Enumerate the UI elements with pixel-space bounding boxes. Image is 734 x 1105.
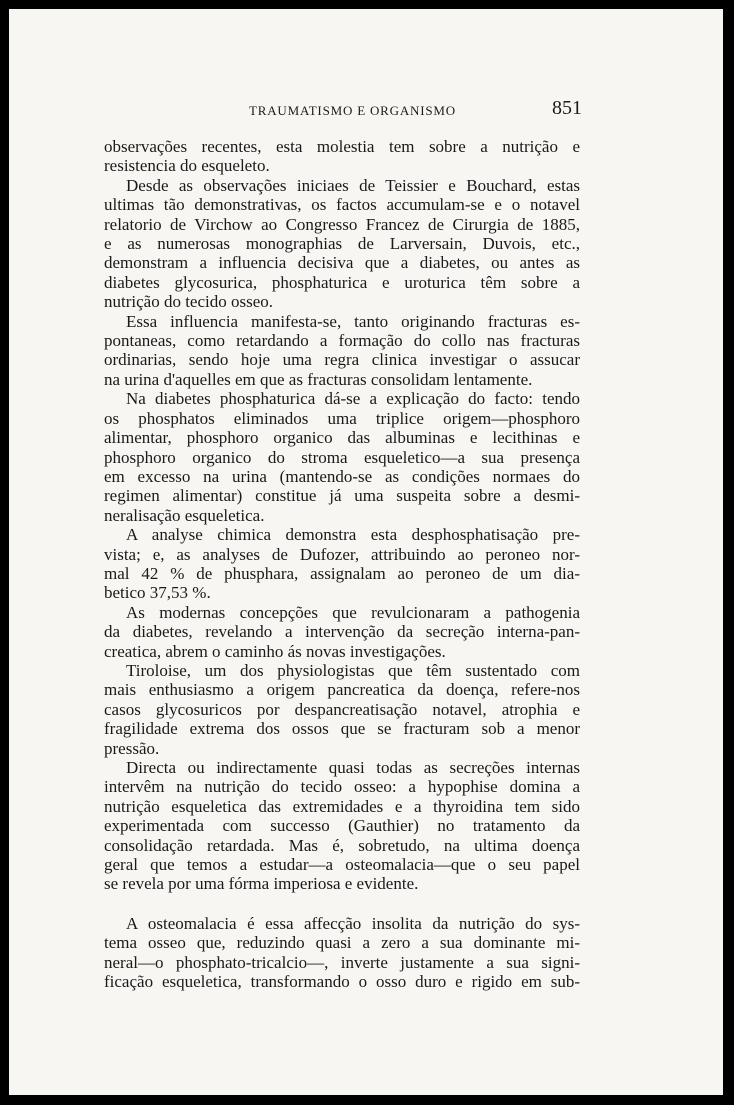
page-number: 851	[552, 97, 582, 119]
text-line: em excesso na urina (mantendo-se as condições normaes do	[104, 466, 580, 486]
text-line: betico 37,53 %.	[104, 583, 211, 603]
text-line: tema osseo que, reduzindo quasi a zero a sua dominante mi-	[104, 933, 580, 953]
text-line: vista; e, as analyses de Dufozer, attribuindo ao peroneo nor-	[104, 544, 580, 564]
text-line: mal 42 % de phusphara, assignalam ao peroneo de um dia-	[104, 563, 580, 583]
text-line: ultimas tão demonstrativas, os factos accumulam-se e o notavel	[104, 195, 580, 215]
paragraph	[104, 312, 580, 390]
text-line: os phosphatos eliminados uma triplice origem—phosphoro	[104, 408, 580, 428]
text-line: ficação esqueletica, transformando o osso duro e rigido em sub-	[104, 972, 580, 992]
text-line: geral que temos a estudar—a osteomalacia—que o seu papel	[104, 855, 580, 875]
book-page	[9, 9, 723, 1095]
text-line: se revela por uma fórma imperiosa e evidente.	[104, 874, 419, 894]
text-line: As modernas concepções que revulcionaram a pathogenia	[126, 602, 580, 622]
text-line: A analyse chimica demonstra esta desphosphatisação pre-	[126, 525, 580, 545]
text-line: phosphoro organico do stroma esqueletico—a sua presença	[104, 447, 580, 467]
paragraph	[104, 176, 580, 312]
text-line: intervêm na nutrição do tecido osseo: a hypophise domina a	[104, 777, 580, 797]
text-line: casos glycosuricos por despancreatisação notavel, atrophia e	[104, 699, 580, 719]
text-line: consolidação retardada. Mas é, sobretudo, na ultima doença	[104, 835, 580, 855]
paragraph	[104, 525, 580, 603]
text-line: neral—o phosphato-tricalcio—, inverte justamente a sua signi-	[104, 952, 580, 972]
paragraph	[104, 389, 580, 525]
paragraph	[104, 758, 580, 894]
text-line: relatorio de Virchow ao Congresso Francez de Cirurgia de 1885,	[104, 214, 580, 234]
text-line: regimen alimentar) constitue já uma suspeita sobre a desmi-	[104, 486, 580, 506]
text-line: Essa influencia manifesta-se, tanto originando fracturas es-	[126, 311, 580, 331]
text-line: A osteomalacia é essa affecção insolita da nutrição do sys-	[126, 913, 580, 933]
paragraph	[104, 603, 580, 661]
text-line: ordinarias, sendo hoje uma regra clinica investigar o assucar	[104, 350, 580, 370]
text-line: pontaneas, como retardando a formação do collo nas fracturas	[104, 331, 580, 351]
body-text	[104, 137, 580, 991]
text-line: diabetes glycosurica, phosphaturica e uroturica têm sobre a	[104, 272, 580, 292]
text-line: nutrição do tecido osseo.	[104, 292, 274, 312]
text-line: da diabetes, revelando a intervenção da secreção interna-pan-	[104, 622, 580, 642]
text-line: neralisação esqueletica.	[104, 505, 265, 525]
text-line: Directa ou indirectamente quasi todas as secreções internas	[126, 758, 580, 777]
paragraph	[104, 914, 580, 992]
text-line: fragilidade extrema dos ossos que se fracturam sob a menor	[104, 719, 580, 739]
text-line: demonstram a influencia decisiva que a diabetes, ou antes as	[104, 253, 580, 273]
text-line: resistencia do esqueleto.	[104, 156, 270, 176]
text-line: nutrição esqueletica das extremidades e a thyroidina tem sido	[104, 796, 580, 816]
text-line: Tiroloise, um dos physiologistas que têm sustentado com	[126, 660, 580, 680]
text-line: Desde as observações iniciaes de Teissier e Bouchard, estas	[126, 175, 580, 195]
text-line: creatica, abrem o caminho ás novas investigações.	[104, 641, 446, 661]
text-line: Na diabetes phosphaturica dá-se a explicação do facto: tendo	[126, 389, 580, 409]
text-line: pressão.	[104, 738, 160, 758]
page-header	[104, 93, 582, 125]
text-line: experimentada com successo (Gauthier) no tratamento da	[104, 816, 580, 836]
text-line: e as numerosas monographias de Larversain, Duvois, etc.,	[104, 234, 580, 254]
text-line: observações recentes, esta molestia tem sobre a nutrição e	[104, 137, 580, 156]
text-line: mais enthusiasmo a origem pancreatica da doença, refere-nos	[104, 680, 580, 700]
running-head: TRAUMATISMO E ORGANISMO	[249, 103, 456, 118]
paragraph	[104, 137, 580, 176]
text-line: alimentar, phosphoro organico das albuminas e lecithinas e	[104, 428, 580, 448]
text-line: na urina d'aquelles em que as fracturas consolidam lentamente.	[104, 369, 533, 389]
paragraph	[104, 661, 580, 758]
section-gap	[104, 894, 580, 914]
